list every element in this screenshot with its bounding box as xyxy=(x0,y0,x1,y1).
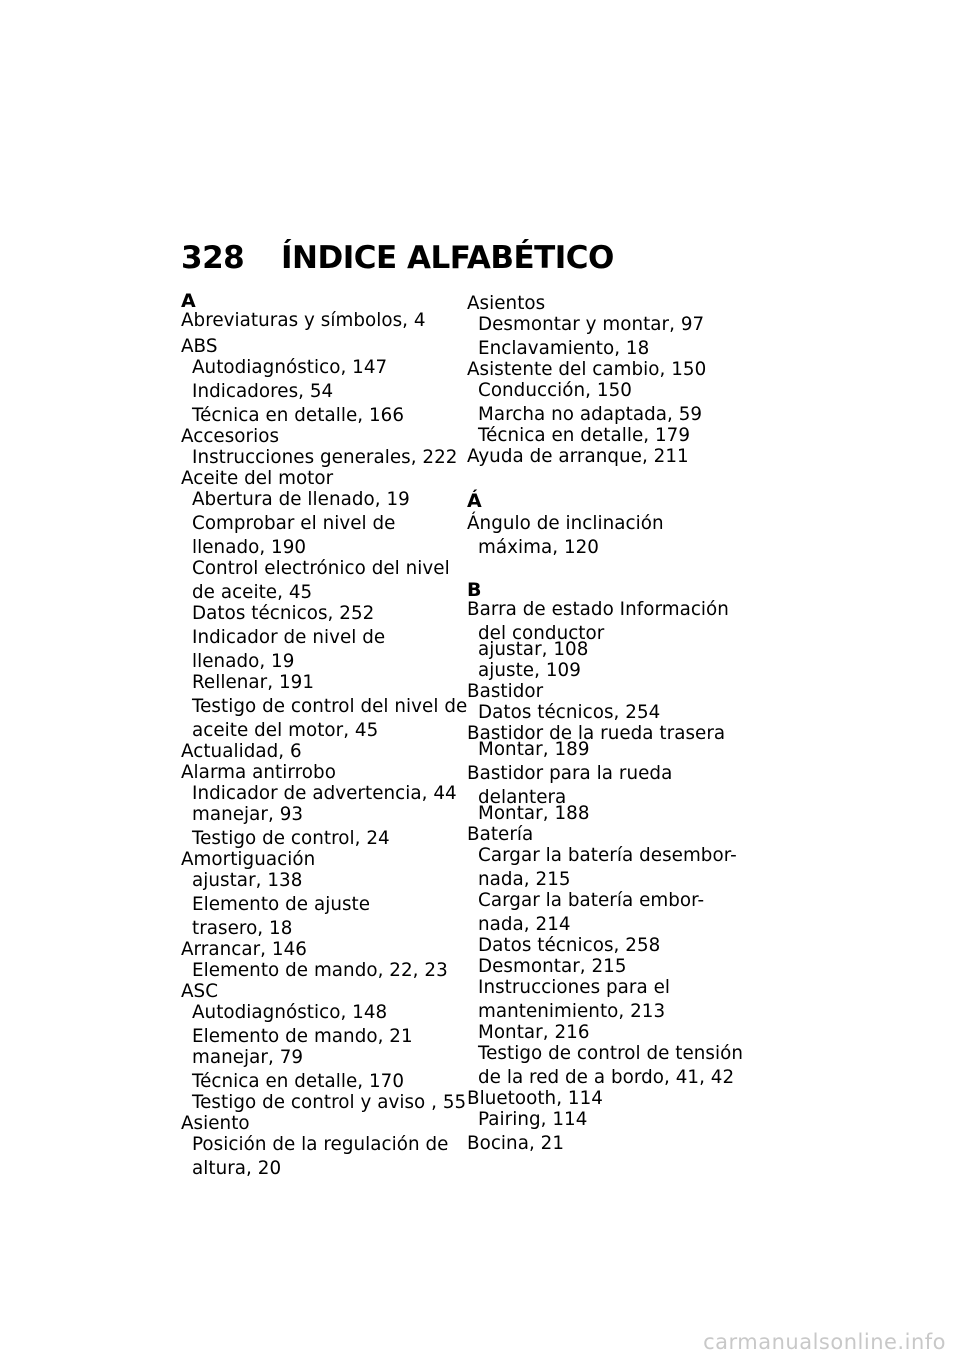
index-subentry: Enclavamiento, 18 xyxy=(478,338,650,359)
index-subentry: Datos técnicos, 258 xyxy=(478,935,661,956)
index-subentry: de aceite, 45 xyxy=(192,582,313,603)
index-subentry: Cargar la batería embor- xyxy=(478,890,705,911)
index-subentry: altura, 20 xyxy=(192,1158,282,1179)
index-subentry: Testigo de control de tensión xyxy=(478,1043,744,1064)
index-subentry: Desmontar y montar, 97 xyxy=(478,314,705,335)
index-subentry: Posición de la regulación de xyxy=(192,1134,449,1155)
index-subentry: Montar, 188 xyxy=(478,803,590,824)
index-subentry: Cargar la batería desembor- xyxy=(478,845,737,866)
index-subentry: delantera xyxy=(478,787,567,808)
watermark: carmanualsonline.info xyxy=(703,1330,946,1354)
page-title: ÍNDICE ALFABÉTICO xyxy=(281,240,614,276)
index-subentry: manejar, 79 xyxy=(192,1047,304,1068)
index-entry: Alarma antirrobo xyxy=(181,762,336,783)
index-entry: ASC xyxy=(181,981,219,1002)
index-subentry: nada, 214 xyxy=(478,914,571,935)
index-letter: Á xyxy=(467,490,482,512)
index-subentry: nada, 215 xyxy=(478,869,571,890)
index-subentry: ajustar, 138 xyxy=(192,870,303,891)
page-header xyxy=(181,240,614,276)
index-subentry: de la red de a bordo, 41, 42 xyxy=(478,1067,735,1088)
page-number: 328 xyxy=(181,240,245,276)
index-subentry: Elemento de ajuste xyxy=(192,894,371,915)
index-entry: Bocina, 21 xyxy=(467,1133,565,1154)
index-subentry: Datos técnicos, 254 xyxy=(478,702,661,723)
index-subentry: ajuste, 109 xyxy=(478,660,581,681)
index-entry: Batería xyxy=(467,824,534,845)
index-subentry: Indicador de nivel de xyxy=(192,627,386,648)
index-entry: Bastidor xyxy=(467,681,544,702)
index-entry: Aceite del motor xyxy=(181,468,334,489)
index-subentry: Técnica en detalle, 179 xyxy=(478,425,691,446)
index-entry: ABS xyxy=(181,336,218,357)
index-subentry: Indicador de advertencia, 44 xyxy=(192,783,457,804)
index-subentry: Pairing, 114 xyxy=(478,1109,588,1130)
index-entry: Asistente del cambio, 150 xyxy=(467,359,707,380)
index-subentry: llenado, 190 xyxy=(192,537,307,558)
index-subentry: mantenimiento, 213 xyxy=(478,1001,666,1022)
index-entry: Bastidor de la rueda trasera xyxy=(467,723,726,744)
index-subentry: Autodiagnóstico, 147 xyxy=(192,357,388,378)
index-subentry: Comprobar el nivel de xyxy=(192,513,396,534)
index-subentry: ajustar, 108 xyxy=(478,639,589,660)
index-subentry: Conducción, 150 xyxy=(478,380,632,401)
index-column-left xyxy=(181,290,471,1179)
index-entry: Actualidad, 6 xyxy=(181,741,302,762)
index-entry: Asientos xyxy=(467,293,546,314)
index-subentry: Instrucciones para el xyxy=(478,977,671,998)
index-entry: Bluetooth, 114 xyxy=(467,1088,603,1109)
index-entry: Barra de estado Información xyxy=(467,599,729,620)
index-entry: Accesorios xyxy=(181,426,280,447)
index-subentry: trasero, 18 xyxy=(192,918,293,939)
index-subentry: Autodiagnóstico, 148 xyxy=(192,1002,388,1023)
index-subentry: Montar, 189 xyxy=(478,739,590,760)
index-entry: Arrancar, 146 xyxy=(181,939,307,960)
index-subentry: Marcha no adaptada, 59 xyxy=(478,404,703,425)
index-subentry: máxima, 120 xyxy=(478,537,599,558)
index-entry: Ayuda de arranque, 211 xyxy=(467,446,689,467)
index-subentry: Control electrónico del nivel xyxy=(192,558,450,579)
index-subentry: Indicadores, 54 xyxy=(192,381,334,402)
index-entry: Amortiguación xyxy=(181,849,316,870)
index-subentry: aceite del motor, 45 xyxy=(192,720,379,741)
index-letter: A xyxy=(181,290,196,312)
index-subentry: Técnica en detalle, 166 xyxy=(192,405,405,426)
index-entry: Bastidor para la rueda xyxy=(467,763,673,784)
index-subentry: Datos técnicos, 252 xyxy=(192,603,375,624)
index-subentry: Abertura de llenado, 19 xyxy=(192,489,410,510)
index-subentry: Testigo de control del nivel de xyxy=(192,696,468,717)
index-entry: Abreviaturas y símbolos, 4 xyxy=(181,310,426,331)
index-subentry: del conductor xyxy=(478,623,605,644)
index-subentry: Técnica en detalle, 170 xyxy=(192,1071,405,1092)
index-subentry: Elemento de mando, 22, 23 xyxy=(192,960,448,981)
index-subentry: Elemento de mando, 21 xyxy=(192,1026,413,1047)
index-subentry: Desmontar, 215 xyxy=(478,956,627,977)
index-subentry: llenado, 19 xyxy=(192,651,295,672)
index-entry: Asiento xyxy=(181,1113,250,1134)
index-subentry: manejar, 93 xyxy=(192,804,304,825)
index-subentry: Instrucciones generales, 222 xyxy=(192,447,458,468)
index-subentry: Testigo de control y aviso , 55 xyxy=(192,1092,467,1113)
index-entry: Ángulo de inclinación xyxy=(467,513,664,534)
index-letter: B xyxy=(467,579,482,601)
index-subentry: Testigo de control, 24 xyxy=(192,828,390,849)
index-subentry: Rellenar, 191 xyxy=(192,672,315,693)
index-column-right xyxy=(467,293,757,1154)
index-subentry: Montar, 216 xyxy=(478,1022,590,1043)
